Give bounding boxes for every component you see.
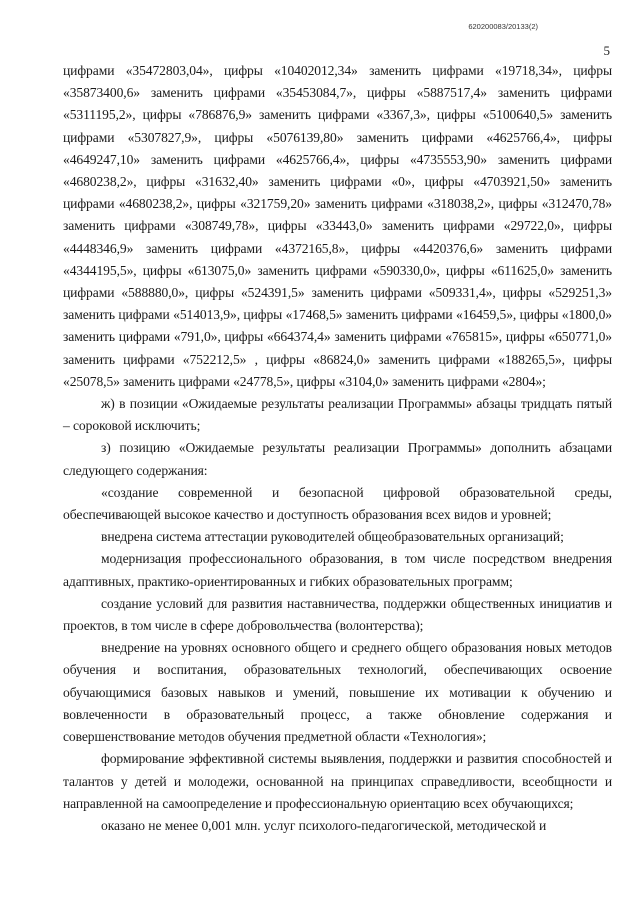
paragraph-budget-figures: цифрами «35472803,04», цифры «10402012,34» заменить цифрами «19718,34», цифры «35873400,6» заменить цифрами «35453084,7», цифры «5887517,4» заменить цифрами «5311195,2», цифры «786876,9» заменить цифрами «3367,3», цифры «5100640,5» заменить цифрами «5307827,9», цифры «5076139,80» заменить цифрами «4625766,4», цифры «4649247,10» заменить цифрами «4625766,4», цифры «4735553,90» заменить цифрами «4680238,2», цифры «31632,40» заменить цифрами «0», цифры «4703921,50» заменить цифрами «4680238,2», цифры «321759,20» заменить цифрами «318038,2», цифры «312470,78» заменить цифрами «308749,78», цифры «33443,0» заменить цифрами «29722,0», цифры «4448346,9» заменить цифрами «4372165,8», цифры «4420376,6» заменить цифрами «4344195,5», цифры «613075,0» заменить цифрами «590330,0», цифры «611625,0» заменить цифрами «588880,0», цифры «524391,5» заменить цифрами «509331,4», цифры «529251,3» заменить цифрами «514013,9», цифры «17468,5» заменить цифрами «16459,5», цифры «1800,0» заменить цифрами «791,0», цифры «664374,4» заменить цифрами «765815», цифры «650771,0» заменить цифрами «752212,5» , цифры «86824,0» заменить цифрами «188265,5», цифры «25078,5» заменить цифрами «24778,5», цифры «3104,0» заменить цифрами «2804»; [63, 63, 612, 389]
paragraph-item-zh: ж) в позиции «Ожидаемые результаты реализации Программы» абзацы тридцать пятый – сороковой исключить; [63, 396, 612, 434]
paragraph-mentorship: создание условий для развития наставничества, поддержки общественных инициатив и проектов, в том числе в сфере добровольчества (волонтерства); [63, 595, 612, 634]
paragraph-talent-support: формирование эффективной системы выявления, поддержки и развития способностей и талантов у детей и молодежи, основанной на принципах справедливости, всеобщности и направленной на самоопределение и профессиональную ориентацию всех обучающихся; [63, 751, 612, 811]
paragraph-professional-education: модернизация профессионального образования, в том числе посредством внедрения адаптивных, практико-ориентированных и гибких образовательных программ; [63, 551, 612, 589]
document-body [63, 60, 612, 837]
paragraph-attestation-system: внедрена система аттестации руководителей общеобразовательных организаций; [101, 529, 564, 545]
page-number: 5 [603, 43, 610, 58]
paragraph-digital-environment: «создание современной и безопасной цифровой образовательной среды, обеспечивающей высокое качество и доступность образования всех видов и уровней; [63, 484, 612, 523]
paragraph-new-teaching-methods: внедрение на уровнях основного общего и среднего общего образования новых методов обучения и воспитания, образовательных технологий, обеспечивающих освоение обучающимися базовых навыков и умений, повышение их мотивации к обучению и вовлеченности в образовательный процесс, а также обновление содержания и совершенствование методов обучения предметной области «Технология»; [63, 640, 612, 745]
paragraph-item-z: з) позицию «Ожидаемые результаты реализации Программы» дополнить абзацами следующего содержания: [63, 440, 612, 478]
document-code: 620200083/20133(2) [468, 22, 538, 31]
paragraph-psychological-services: оказано не менее 0,001 млн. услуг психолого-педагогической, методической и [101, 817, 547, 833]
